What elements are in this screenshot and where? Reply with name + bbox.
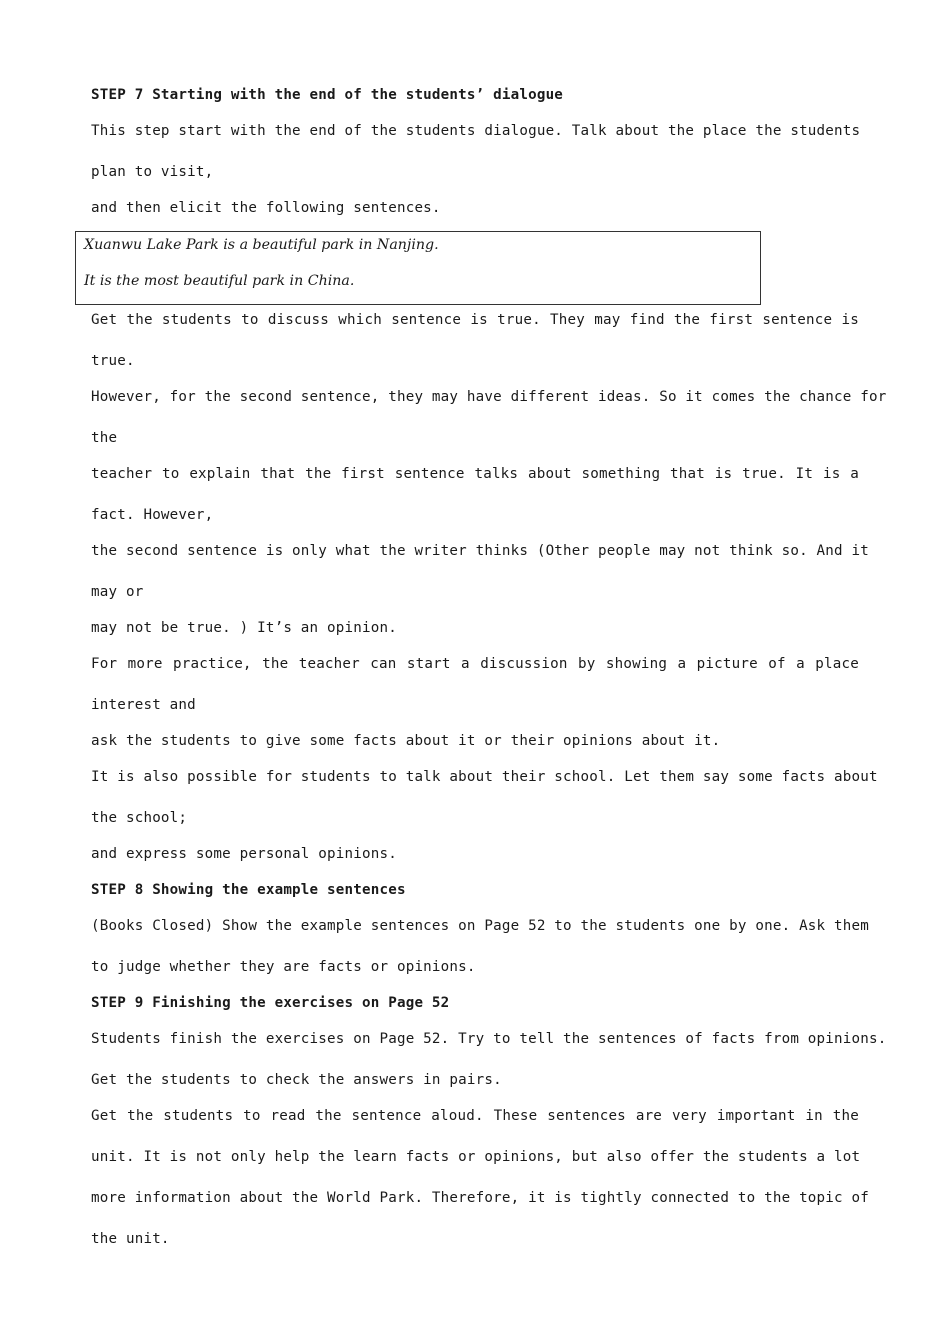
paragraph-line: Get the students to check the answers in pairs.	[91, 1072, 502, 1088]
paragraph-line: This step start with the end of the students dialogue. Talk about the place the students	[91, 123, 861, 139]
paragraph-line: and then elicit the following sentences.	[91, 200, 441, 216]
paragraph-line: may not be true. ) It’s an opinion.	[91, 620, 397, 636]
paragraph-line: the second sentence is only what the writer thinks (Other people may not think so. And it	[91, 543, 870, 559]
paragraph-line: interest and	[91, 697, 196, 713]
step7-heading: STEP 7 Starting with the end of the students’ dialogue	[91, 87, 564, 103]
paragraph-line: plan to visit,	[91, 164, 214, 180]
paragraph-line: fact. However,	[91, 507, 214, 523]
paragraph-line: the unit.	[91, 1231, 170, 1247]
paragraph-line: more information about the World Park. Therefore, it is tightly connected to the topic of	[91, 1190, 870, 1206]
paragraph-line: and express some personal opinions.	[91, 846, 397, 862]
paragraph-line: Students finish the exercises on Page 52. Try to tell the sentences of facts from opinions.	[91, 1031, 887, 1047]
paragraph-line: It is also possible for students to talk about their school. Let them say some facts about	[91, 769, 878, 785]
paragraph-line: the	[91, 430, 118, 446]
paragraph-line: true.	[91, 353, 135, 369]
paragraph-line: Get the students to read the sentence aloud. These sentences are very important in the	[91, 1108, 859, 1124]
step8-heading: STEP 8 Showing the example sentences	[91, 882, 406, 898]
paragraph-line: ask the students to give some facts about it or their opinions about it.	[91, 733, 721, 749]
paragraph-line: Get the students to discuss which sentence is true. They may find the first sentence is	[91, 312, 859, 328]
paragraph-line: For more practice, the teacher can start a discussion by showing a picture of a place	[91, 656, 859, 672]
paragraph-line: to judge whether they are facts or opinions.	[91, 959, 476, 975]
step9-heading: STEP 9 Finishing the exercises on Page 52	[91, 995, 450, 1011]
paragraph-line: may or	[91, 584, 144, 600]
example-sentence-opinion: It is the most beautiful park in China.	[84, 273, 355, 289]
example-sentences-box	[75, 231, 761, 305]
paragraph-line: teacher to explain that the first sentence talks about something that is true. It is a	[91, 466, 859, 482]
paragraph-line: unit. It is not only help the learn facts or opinions, but also offer the students a lot	[91, 1149, 861, 1165]
paragraph-line: the school;	[91, 810, 188, 826]
paragraph-line: (Books Closed) Show the example sentences on Page 52 to the students one by one. Ask them	[91, 918, 870, 934]
paragraph-line: However, for the second sentence, they may have different ideas. So it comes the chance for	[91, 389, 887, 405]
example-sentence-fact: Xuanwu Lake Park is a beautiful park in Nanjing.	[84, 237, 439, 253]
